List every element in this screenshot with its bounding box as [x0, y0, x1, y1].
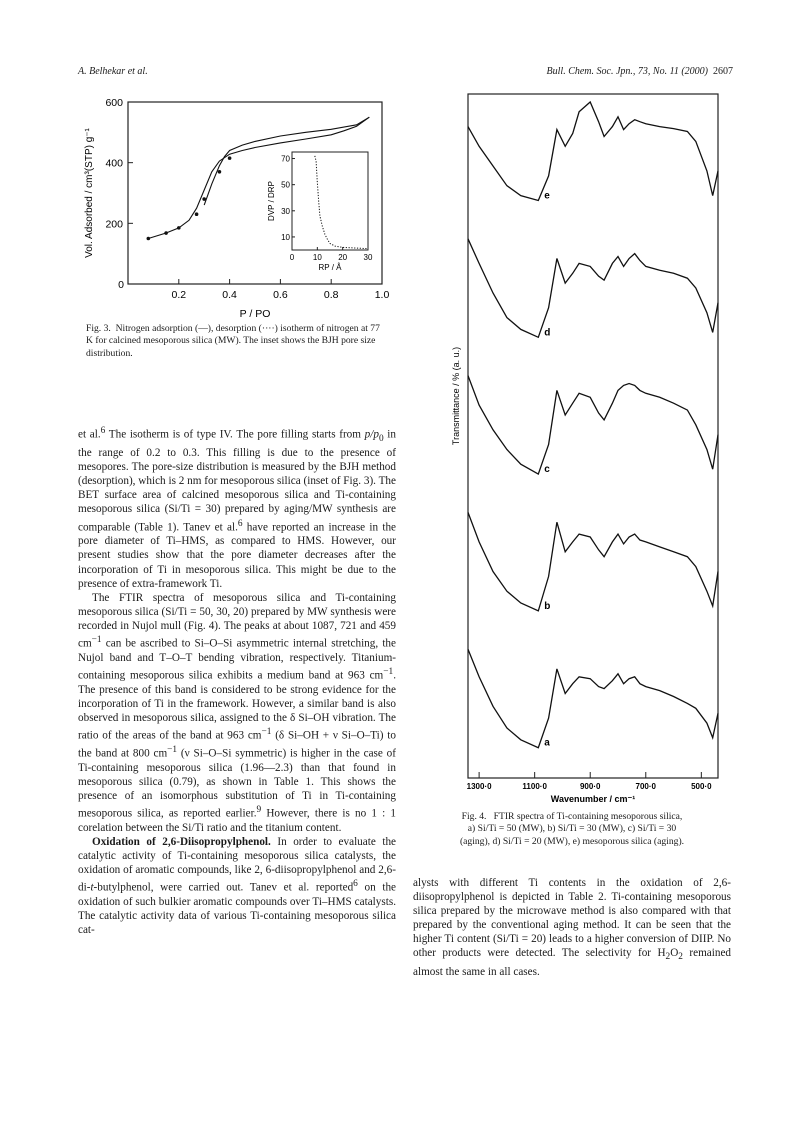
text-run: -butylphenol, were carried out. Tanev et al. reported — [93, 881, 354, 894]
text-run: (ν Si–O–Si symmetric) is higher in the case of Ti-containing mesoporous silica (1.96—2.3) than that found in mesoporous silica (0.79), as shown in Table 1. This shows the presence of an isomorphous substitution of Ti in Ti-containing mesoporous silica, as reported earlier. — [78, 747, 396, 820]
fig4-series-label-a: a — [544, 737, 550, 749]
fig4-caption-line3: (aging), d) Si/Ti = 20 (MW), e) mesoporous silica (aging). — [459, 835, 685, 847]
fig3-caption — [86, 323, 386, 360]
fig4-plot-frame — [468, 94, 718, 778]
fig4-ftir-chart — [413, 88, 731, 808]
fig4-spectrum-e — [468, 102, 718, 201]
fig4-x-tick-label: 700·0 — [635, 782, 657, 791]
fig3-x-tick-label: 0.8 — [323, 289, 339, 301]
text-run: have reported an increase in the pore diameter of Ti–HMS, as compared to HMS. However, our present studies show that the pore diameter decreases after the incorporation of Ti in mesoporous silica. This might be due to the presence of extra-framework Ti. — [78, 521, 397, 590]
fig3-inset-y-tick-label: 50 — [281, 180, 290, 190]
text-run: et al. — [78, 428, 101, 441]
subscript: 2 — [665, 952, 671, 963]
fig3-x-axis-label: P / PO — [239, 308, 271, 320]
fig4-caption-line1: FTIR spectra of Ti-containing mesoporous silica, — [493, 811, 683, 822]
fig3-inset-y-tick-label: 10 — [281, 232, 290, 242]
page-number: 2607 — [713, 66, 733, 77]
fig4-series-label-e: e — [544, 190, 550, 202]
fig3-isotherm-chart — [78, 92, 396, 320]
text-run: (δ Si–OH + ν Si–O–Ti) to the band at 800 cm — [78, 729, 396, 760]
fig3-x-tick-label: 0.2 — [171, 289, 187, 301]
paragraph-isotherm — [78, 424, 396, 591]
fig3-data-marker — [218, 170, 222, 174]
fig4-caption-line2: a) Si/Ti = 50 (MW), b) Si/Ti = 30 (MW), c) Si/Ti = 30 — [467, 823, 677, 835]
fig3-data-marker — [147, 237, 151, 241]
reference-sup: 6 — [353, 879, 358, 890]
superscript: −1 — [261, 727, 272, 738]
subscript: 0 — [378, 433, 384, 444]
fig3-inset-x-tick-label: 0 — [289, 253, 295, 262]
fig3-data-marker — [177, 226, 181, 230]
fig3-x-tick-label: 0.6 — [273, 289, 288, 301]
fig3-inset-x-tick-label: 20 — [338, 253, 348, 262]
superscript: −1 — [383, 666, 394, 677]
reference-sup: 9 — [256, 804, 262, 815]
superscript: −1 — [91, 635, 102, 646]
text-run: . The presence of this band is considered to be strong evidence for the incorporation of Ti in the framework. However, a similar band is also observed in mesoporous silica, assigned to the δ Si–OH vibration. The ratio of the areas of the band at 963 cm — [78, 669, 396, 742]
fig3-y-tick-label: 200 — [105, 218, 123, 231]
fig4-x-tick-label: 1100·0 — [522, 782, 547, 791]
section-heading: Oxidation of 2,6-Diisopropylphenol. — [92, 835, 271, 848]
fig4-series-label-d: d — [544, 327, 551, 339]
paragraph-catalysts — [413, 876, 731, 979]
text-run: can be ascribed to Si–O–Si asymmetric internal stretching, the Nujol band and T–O–T bending vibration, respectively. Titanium-containing mesoporous silica exhibits a medium band at 963 cm — [78, 637, 396, 682]
running-head-authors: A. Belhekar et al. — [78, 66, 148, 77]
fig3-inset-frame — [292, 152, 368, 250]
text-run: on the oxidation of such bulkier aromatic compounds over Ti–HMS catalysts. The catalytic activity data of various Ti-containing mesoporous silica cat- — [78, 881, 397, 937]
fig3-data-marker — [195, 212, 199, 216]
text-run: The FTIR spectra of mesoporous silica and Ti-containing mesoporous silica (Si/Ti = 50, 30, 20) prepared by MW synthesis were recorded in Nujol mull (Fig. 4). The peaks at about 1087, 721 and 459 cm — [78, 591, 396, 650]
fig4-caption-label: Fig. 4. — [461, 811, 487, 822]
journal-citation: Bull. Chem. Soc. Jpn., 73, No. 11 (2000) — [546, 66, 708, 77]
fig3-data-marker — [202, 197, 206, 201]
fig3-caption-label: Fig. 3. — [86, 323, 111, 334]
fig4-spectrum-a — [468, 649, 718, 748]
fig3-inset-y-tick-label: 30 — [281, 206, 290, 216]
fig3-y-axis-label: Vol. Adsorbed / cm³(STP) g⁻¹ — [84, 128, 95, 258]
fig4-y-axis-label: Transmittance / % (a. u.) — [451, 346, 461, 446]
fig3-inset-y-tick-label: 70 — [281, 154, 290, 164]
text-run: remained almost the same in all cases. — [413, 947, 732, 978]
fig4-spectrum-d — [468, 239, 718, 337]
text-run: O — [670, 947, 679, 960]
left-column-text — [78, 424, 396, 937]
fig4-spectrum-b — [468, 512, 718, 611]
fig4-series-label-b: b — [544, 600, 551, 612]
fig3-y-tick-label: 400 — [105, 157, 123, 170]
text-run: alysts with different Ti contents in the oxidation of 2,6-diisopropylphenol is depicted in Table 2. Ti-containing mesoporous silica prepared by the microwave method is also compared with that prepared by the conventional aging method. It can be seen that the higher Ti content (Si/Ti = 20) leads to a higher conversion of DIIP. No other products were detected. The selectivity for H — [413, 877, 731, 960]
fig4-spectrum-c — [468, 376, 718, 475]
fig3-inset-x-tick-label: 10 — [312, 253, 322, 262]
text-run: The isotherm is of type IV. The pore filling starts from — [105, 428, 365, 441]
right-column-text — [413, 876, 731, 979]
paragraph-oxidation — [78, 835, 396, 937]
fig3-inset-y-axis-label: DVP / DRP — [267, 181, 276, 221]
fig4-caption — [413, 811, 731, 848]
fig3-inset-x-axis-label: RP / Å — [318, 263, 342, 272]
fig3-data-marker — [164, 231, 168, 235]
text-run: However, there is no 1 : 1 corelation between the Si/Ti ratio and the titanium content. — [78, 807, 397, 834]
fig3-x-tick-label: 1.0 — [374, 289, 390, 301]
fig3-inset-x-tick-label: 30 — [363, 253, 373, 262]
fig4-x-axis-label: Wavenumber / cm⁻¹ — [550, 794, 636, 804]
fig3-caption-text: Nitrogen adsorption (—), desorption (····) isotherm of nitrogen at 77 K for calcined mesoporous silica (MW). The inset shows the BJH pore size distribution. — [86, 323, 380, 359]
subscript: 2 — [678, 952, 683, 963]
fig4-x-tick-label: 900·0 — [579, 782, 601, 791]
fig4-x-tick-label: 1300·0 — [466, 782, 492, 791]
italic-run: t — [90, 881, 94, 894]
paragraph-ftir — [78, 591, 396, 835]
running-head-journal — [547, 66, 733, 77]
reference-sup: 6 — [237, 518, 243, 529]
fig4-x-tick-label: 500·0 — [691, 782, 712, 791]
fig3-y-tick-label: 600 — [105, 97, 123, 109]
fig3-x-tick-label: 0.4 — [222, 289, 237, 301]
fig4-series-label-c: c — [544, 464, 550, 476]
italic-run: p/p — [364, 428, 379, 441]
text-run: in the range of 0.2 to 0.3. This filling is due to the presence of mesopores. The pore-size distribution is measured by the BJH method (desorption), which is 2 nm for mesoporous silica (inset of Fig. 3). The BET surface area of calcined mesoporous silica and Ti-containing mesoporous silica (Si/Ti = 30) prepared by aging/MW synthesis are comparable (Table 1). Tanev et al. — [78, 428, 396, 534]
superscript: −1 — [167, 744, 178, 755]
text-run: In order to evaluate the catalytic activity of Ti-containing mesoporous silica catalysts, the oxidation of aromatic compounds, like 2, 6-diisopropylphenol and 2,6-di- — [78, 835, 396, 894]
reference-sup: 6 — [100, 426, 106, 436]
fig3-y-zero-label: 0 — [118, 279, 124, 291]
fig3-data-marker — [228, 156, 232, 160]
